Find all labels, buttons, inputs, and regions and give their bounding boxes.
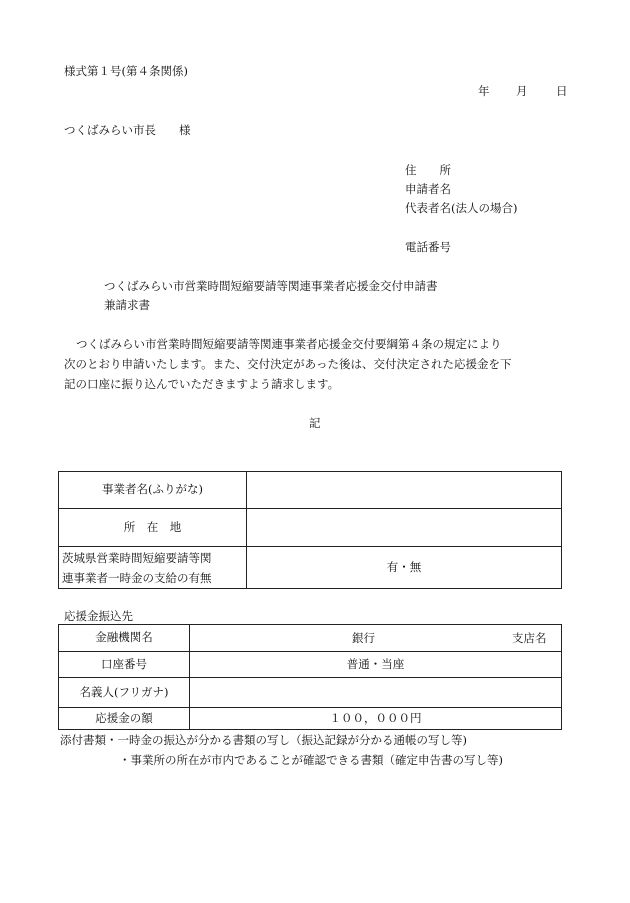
date-year-label: 年 bbox=[478, 84, 490, 98]
body-line-2: 次のとおり申請いたします。また、交付決定があった後は、交付決定された応援金を下 bbox=[64, 357, 512, 371]
recipient: つくばみらい市長 様 bbox=[64, 123, 191, 137]
business-table bbox=[58, 471, 562, 589]
account-holder-label: 名義人(フリガナ) bbox=[59, 678, 190, 708]
branch-suffix: 支店名 bbox=[512, 631, 547, 645]
amount-value: １００，０００円 bbox=[190, 708, 562, 730]
document-title: つくばみらい市営業時間短縮要請等関連事業者応援金交付申請書 bbox=[104, 279, 438, 293]
support-payment-choice[interactable]: 有・無 bbox=[247, 547, 562, 589]
institution-label: 金融機関名 bbox=[59, 625, 190, 652]
bank-suffix: 銀行 bbox=[352, 631, 375, 645]
support-payment-label-line2: 連事業者一時金の支給の有無 bbox=[62, 570, 212, 585]
business-name-label: 事業者名(ふりがな) bbox=[59, 472, 247, 509]
bank-table bbox=[58, 624, 562, 730]
business-name-field[interactable] bbox=[247, 472, 562, 509]
account-holder-field[interactable] bbox=[190, 678, 562, 708]
applicant-address-label: 住 所 bbox=[405, 163, 451, 177]
document-subtitle: 兼請求書 bbox=[104, 298, 150, 312]
applicant-name-label: 申請者名 bbox=[405, 182, 451, 196]
ki-marker: 記 bbox=[309, 416, 321, 430]
applicant-phone-label: 電話番号 bbox=[405, 240, 451, 254]
date-month-label: 月 bbox=[516, 84, 528, 98]
attachment-line-1: 添付書類・一時金の振込が分かる書類の写し（振込記録が分かる通帳の写し等) bbox=[60, 733, 467, 747]
date-day-label: 日 bbox=[556, 84, 568, 98]
account-type-choice[interactable]: 普通・当座 bbox=[190, 652, 562, 678]
form-label: 様式第１号(第４条関係) bbox=[64, 64, 188, 78]
support-payment-label bbox=[59, 547, 247, 589]
account-number-label: 口座番号 bbox=[59, 652, 190, 678]
institution-field[interactable] bbox=[190, 625, 562, 652]
applicant-representative-label: 代表者名(法人の場合) bbox=[405, 201, 518, 215]
bank-section-title: 応援金振込先 bbox=[64, 609, 133, 623]
attachment-line-2: ・事業所の所在が市内であることが確認できる書類（確定申告書の写し等) bbox=[119, 753, 503, 767]
amount-label: 応援金の額 bbox=[59, 708, 190, 730]
body-line-1: つくばみらい市営業時間短縮要請等関連事業者応援金交付要綱第４条の規定により bbox=[76, 337, 502, 351]
business-location-field[interactable] bbox=[247, 509, 562, 547]
support-payment-label-line1: 茨城県営業時間短縮要請等関 bbox=[62, 550, 212, 565]
business-location-label: 所 在 地 bbox=[59, 509, 247, 547]
body-line-3: 記の口座に振り込んでいただきますよう請求します。 bbox=[64, 377, 340, 391]
